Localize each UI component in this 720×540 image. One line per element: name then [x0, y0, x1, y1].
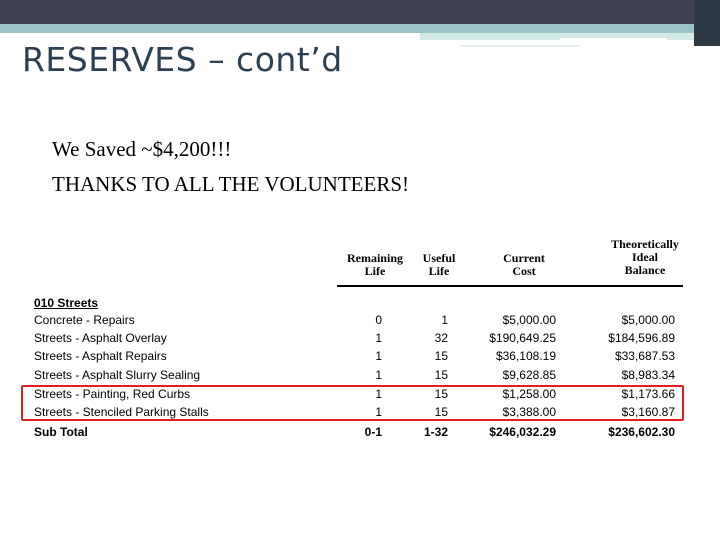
- cell-description: Streets - Stenciled Parking Stalls: [34, 405, 209, 419]
- header-rule: [337, 285, 683, 287]
- cell-balance: $8,983.34: [621, 368, 675, 382]
- cell-current: $246,032.29: [489, 425, 556, 439]
- cell-balance: $1,173.66: [621, 387, 675, 401]
- header-text: Current: [503, 251, 545, 265]
- cell-description: Streets - Asphalt Overlay: [34, 331, 167, 345]
- cell-description: Streets - Painting, Red Curbs: [34, 387, 191, 401]
- cell-current: $1,258.00: [502, 387, 556, 401]
- cell-useful: 15: [434, 349, 448, 363]
- cell-remaining: 1: [375, 405, 382, 419]
- highlight-box: [21, 385, 684, 421]
- header-remaining-life: [340, 252, 410, 278]
- header-useful-life: [414, 252, 464, 278]
- cell-balance: $3,160.87: [621, 405, 675, 419]
- savings-message: We Saved ~$4,200!!!: [52, 137, 232, 161]
- decorative-line: [560, 38, 667, 40]
- cell-remaining: 0-1: [364, 425, 382, 439]
- header-text: Cost: [512, 264, 536, 278]
- header-text: Theoretically: [611, 237, 679, 251]
- cell-useful: 15: [434, 368, 448, 382]
- cell-remaining: 0: [375, 313, 382, 327]
- cell-useful: 1: [441, 313, 448, 327]
- table-row: [0, 313, 720, 331]
- cell-useful: 15: [434, 405, 448, 419]
- header-ideal-balance: [600, 238, 690, 277]
- cell-current: $190,649.25: [489, 331, 556, 345]
- cell-current: $3,388.00: [502, 405, 556, 419]
- subtotal-row: [0, 425, 720, 443]
- top-band-dark: [0, 0, 720, 24]
- table-row: [0, 331, 720, 349]
- cell-description: Streets - Asphalt Slurry Sealing: [34, 368, 201, 382]
- slide-title: RESERVES – cont’d: [22, 40, 343, 79]
- cell-remaining: 1: [375, 349, 382, 363]
- cell-balance: $33,687.53: [614, 349, 675, 363]
- thanks-message: THANKS TO ALL THE VOLUNTEERS!: [52, 172, 409, 196]
- header-text: Life: [428, 264, 450, 278]
- table-row: [0, 349, 720, 367]
- cell-balance: $236,602.30: [608, 425, 675, 439]
- section-label: 010 Streets: [34, 296, 99, 310]
- cell-useful: 15: [434, 387, 448, 401]
- header-text: Balance: [624, 263, 666, 277]
- cell-useful: 32: [434, 331, 448, 345]
- table-row: [0, 368, 720, 386]
- cell-balance: $5,000.00: [621, 313, 675, 327]
- header-text: Life: [364, 264, 386, 278]
- cell-description: Concrete - Repairs: [34, 313, 135, 327]
- header-current-cost: [488, 252, 560, 278]
- cell-current: $5,000.00: [502, 313, 556, 327]
- cell-remaining: 1: [375, 368, 382, 382]
- top-band-teal: [0, 24, 720, 33]
- cell-description: Streets - Asphalt Repairs: [34, 349, 167, 363]
- cell-remaining: 1: [375, 331, 382, 345]
- corner-block: [694, 0, 720, 46]
- cell-remaining: 1: [375, 387, 382, 401]
- cell-useful: 1-32: [423, 425, 448, 439]
- header-text: Ideal: [631, 250, 658, 264]
- cell-description: Sub Total: [34, 425, 88, 439]
- header-text: Useful: [422, 251, 456, 265]
- cell-balance: $184,596.89: [608, 331, 675, 345]
- cell-current: $9,628.85: [502, 368, 556, 382]
- header-text: Remaining: [346, 251, 403, 265]
- cell-current: $36,108.19: [495, 349, 556, 363]
- decorative-line: [460, 45, 580, 47]
